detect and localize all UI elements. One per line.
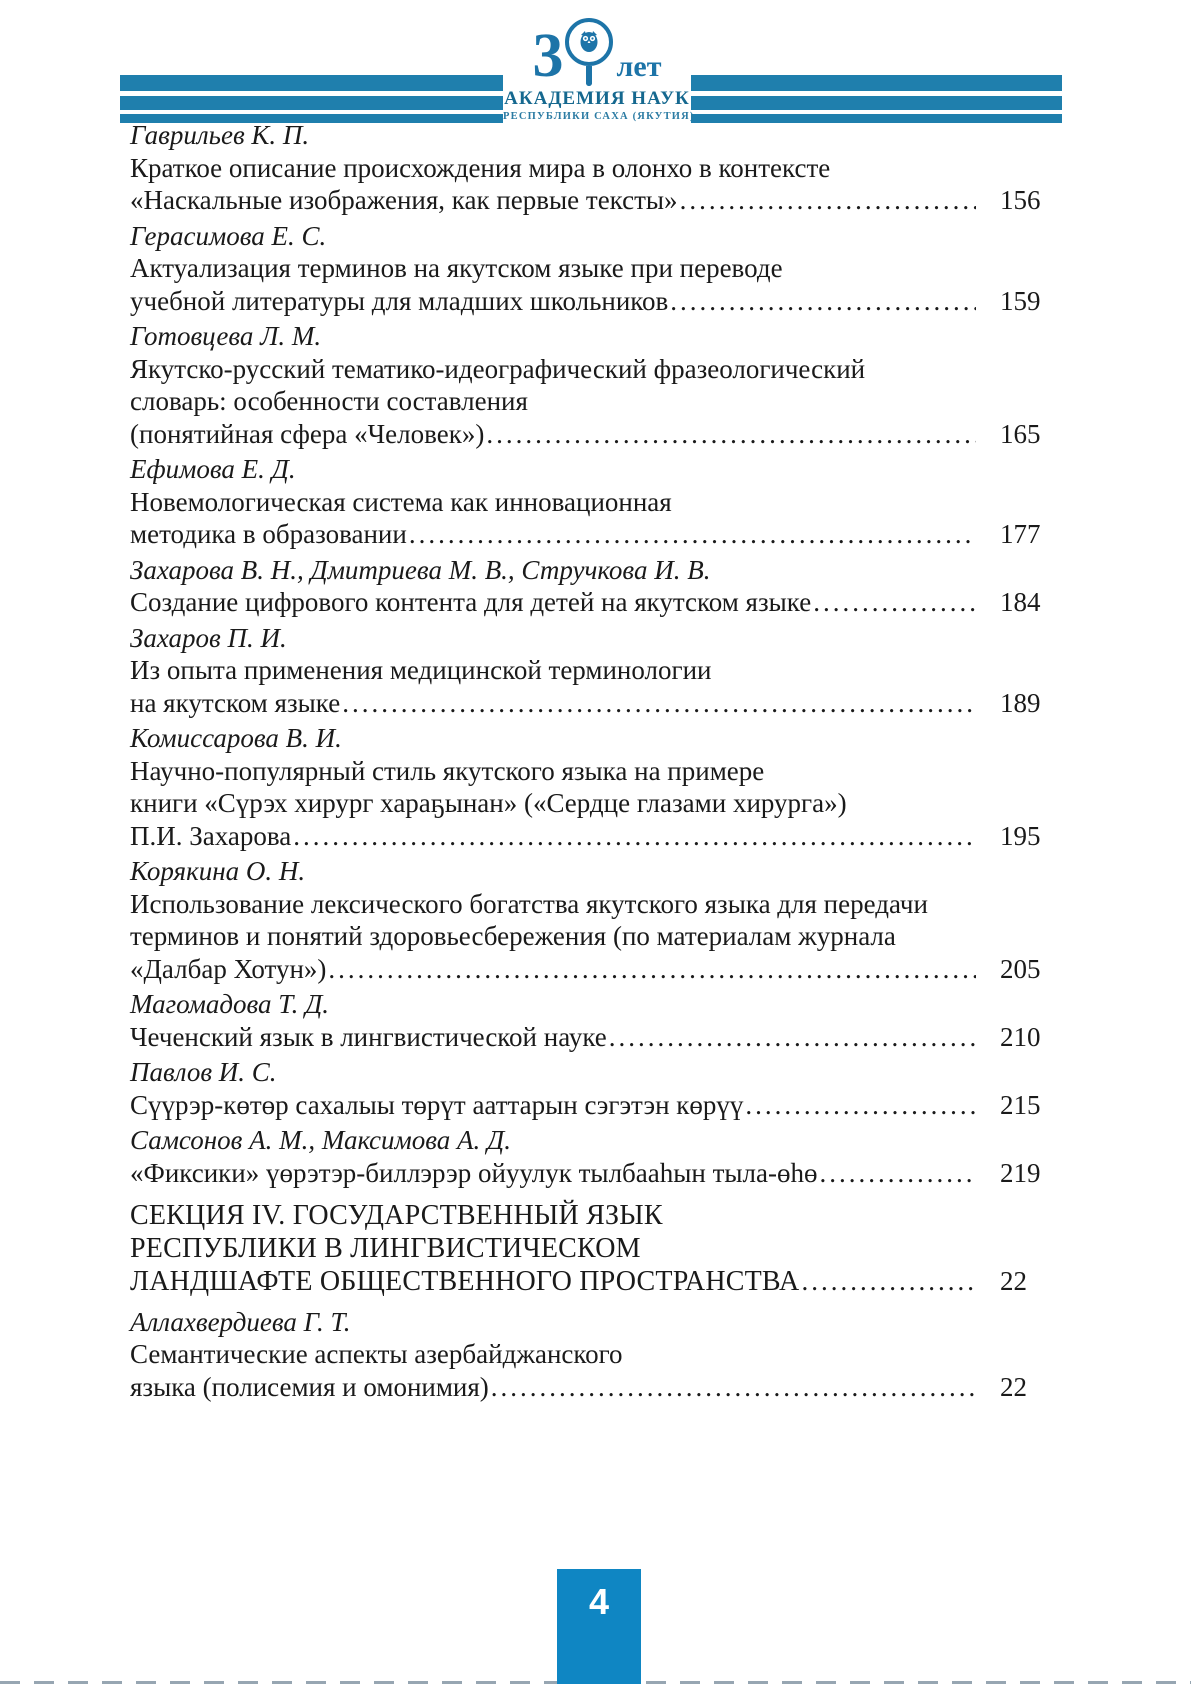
- toc-entry: [130, 722, 1062, 852]
- entry-authors: Захарова В. Н., Дмитриева М. В., Стручкова И. В.: [130, 554, 711, 585]
- owl-emblem: [565, 18, 613, 84]
- dot-leader: [293, 820, 976, 853]
- entry-title-line: [130, 1338, 1062, 1371]
- dot-leader: [342, 687, 976, 720]
- title-text: Чеченский язык в лингвистической науке: [130, 1021, 607, 1052]
- entry-title-line: [130, 486, 1062, 519]
- title-text: Новемологическая система как инновационная: [130, 486, 672, 517]
- dot-leader: [491, 1371, 976, 1404]
- title-text: (понятийная сфера «Человек»): [130, 418, 485, 449]
- page-number-box: [557, 1569, 641, 1684]
- entry-title-line: [130, 586, 1062, 619]
- entry-title-line: [130, 687, 1062, 720]
- page-ref: 22: [1000, 1266, 1027, 1296]
- title-text: языка (полисемия и омонимия): [130, 1371, 489, 1402]
- title-text: Сүүрэр-көтөр сахалыы төрүт ааттарын сэгэтэн көрүү: [130, 1089, 744, 1120]
- title-text: книги «Сүрэх хирург хараҕынан» («Сердце глазами хирурга»): [130, 788, 847, 818]
- title-text: Якутско-русский тематико-идеографический фразеологический: [130, 353, 866, 384]
- title-text: Использование лексического богатства якутского языка для передачи: [130, 888, 928, 919]
- dot-leader: [486, 418, 976, 451]
- title-text: «Наскальные изображения, как первые тексты»: [130, 185, 678, 215]
- title-text: словарь: особенности составления: [130, 386, 528, 416]
- toc-entry: [130, 220, 1062, 318]
- section-title-line: [130, 1265, 1062, 1299]
- entry-authors: Готовцева Л. М.: [130, 321, 322, 351]
- section-title-line: [130, 1200, 1062, 1233]
- entry-title-line: [130, 184, 1062, 217]
- entry-authors: Гаврильев К. П.: [130, 120, 310, 150]
- title-text: П.И. Захарова: [130, 820, 292, 851]
- entry-title-line: [130, 888, 1062, 921]
- entry-title-line: [130, 418, 1062, 451]
- title-text: Из опыта применения медицинской терминологии: [130, 655, 712, 685]
- page-ref: 159: [1000, 285, 1041, 316]
- entry-authors: Самсонов А. М., Максимова А. Д.: [130, 1125, 511, 1155]
- title-text: на якутском языке: [130, 687, 341, 718]
- entry-authors: Комиссарова В. И.: [130, 723, 342, 753]
- org-name: АКАДЕМИЯ НАУК: [504, 88, 690, 109]
- toc-entry: [130, 1124, 1062, 1189]
- logo-let-label: лет: [616, 50, 662, 83]
- entry-authors: Корякина О. Н.: [130, 856, 306, 886]
- title-text: «Далбар Хотун»): [130, 953, 327, 984]
- logo-30-let-row: [503, 22, 691, 90]
- owl-icon: [576, 29, 602, 55]
- title-text: терминов и понятий здоровьесбережения (по материалам журнала: [130, 921, 896, 951]
- dot-leader: [328, 953, 976, 986]
- toc-entry: [130, 988, 1062, 1053]
- entry-authors: Захаров П. И.: [130, 622, 287, 653]
- logo-number-3: 3: [532, 22, 562, 90]
- page-number: 4: [588, 1581, 610, 1622]
- title-text: Актуализация терминов на якутском языке при переводе: [130, 253, 783, 283]
- page-ref: 165: [1000, 418, 1041, 449]
- title-text: Краткое описание происхождения мира в олонхо в контексте: [130, 152, 831, 183]
- dot-leader: [819, 1157, 976, 1190]
- entry-authors: Ефимова Е. Д.: [130, 454, 296, 484]
- entry-title-line: [130, 755, 1062, 788]
- dot-leader: [670, 285, 976, 318]
- entry-title-line: [130, 820, 1062, 853]
- toc-entry: [130, 320, 1062, 450]
- entry-authors: Павлов И. С.: [130, 1057, 277, 1087]
- title-text: «Фиксики» үөрэтэр-биллэрэр ойуулук тылбааһын тыла-өһө: [130, 1157, 818, 1188]
- title-text: СЕКЦИЯ IV. ГОСУДАРСТВЕННЫЙ ЯЗЫК: [130, 1200, 663, 1231]
- dot-leader: [609, 1021, 976, 1054]
- toc-section-heading: [130, 1200, 1062, 1299]
- entry-title-line: [130, 1371, 1062, 1404]
- entry-title-line: [130, 152, 1062, 185]
- entry-title-line: [130, 353, 1062, 386]
- entry-title-line: [130, 252, 1062, 285]
- entry-title-line: [130, 385, 1062, 418]
- page-ref: 219: [1000, 1157, 1041, 1188]
- section-title-line: [130, 1233, 1062, 1266]
- page-ref: 195: [1000, 820, 1041, 851]
- toc-entry: [130, 622, 1062, 720]
- title-text: РЕСПУБЛИКИ В ЛИНГВИСТИЧЕСКОМ: [130, 1232, 641, 1264]
- toc-entry: [130, 855, 1062, 985]
- entry-authors: Аллахвердиева Г. Т.: [130, 1306, 351, 1337]
- title-text: учебной литературы для младших школьников: [130, 285, 669, 316]
- title-text: ЛАНДШАФТЕ ОБЩЕСТВЕННОГО ПРОСТРАНСТВА: [130, 1266, 800, 1297]
- toc-entry: [130, 119, 1062, 217]
- entry-title-line: [130, 654, 1062, 687]
- title-text: методика в образовании: [130, 519, 407, 549]
- title-text: Научно-популярный стиль якутского языка на примере: [130, 755, 765, 786]
- dot-leader: [409, 518, 976, 551]
- dot-leader: [801, 1265, 976, 1298]
- page-ref: 177: [1000, 519, 1041, 549]
- page-ref: 205: [1000, 953, 1041, 984]
- page-ref: 210: [1000, 1021, 1041, 1052]
- page-ref: 22: [1000, 1371, 1027, 1402]
- entry-title-line: [130, 787, 1062, 820]
- entry-title-line: [130, 285, 1062, 318]
- entry-title-line: [130, 1021, 1062, 1054]
- toc-list: [130, 119, 1062, 1406]
- page-ref: 184: [1000, 587, 1041, 617]
- entry-title-line: [130, 953, 1062, 986]
- entry-authors: Герасимова Е. С.: [130, 220, 327, 251]
- toc-entry: [130, 1306, 1062, 1404]
- dot-leader: [680, 184, 976, 217]
- entry-title-line: [130, 920, 1062, 953]
- entry-title-line: [130, 1157, 1062, 1190]
- title-text: Создание цифрового контента для детей на якутском языке: [130, 587, 812, 617]
- entry-authors: Магомадова Т. Д.: [130, 989, 330, 1019]
- emblem-book-base: [586, 66, 592, 86]
- owl-emblem-ring: [565, 18, 613, 66]
- page-ref: 156: [1000, 185, 1041, 215]
- dot-leader: [745, 1089, 976, 1122]
- entry-title-line: [130, 518, 1062, 551]
- toc-entry: [130, 554, 1062, 619]
- org-subtitle: РЕСПУБЛИКИ САХА (ЯКУТИЯ): [503, 111, 695, 122]
- entry-title-line: [130, 1089, 1062, 1122]
- dot-leader: [813, 586, 976, 619]
- toc-entry: [130, 1056, 1062, 1121]
- page-ref: 215: [1000, 1089, 1041, 1120]
- title-text: Семантические аспекты азербайджанского: [130, 1339, 623, 1369]
- anniversary-logo: [503, 22, 695, 127]
- page-ref: 189: [1000, 687, 1041, 718]
- toc-entry: [130, 453, 1062, 551]
